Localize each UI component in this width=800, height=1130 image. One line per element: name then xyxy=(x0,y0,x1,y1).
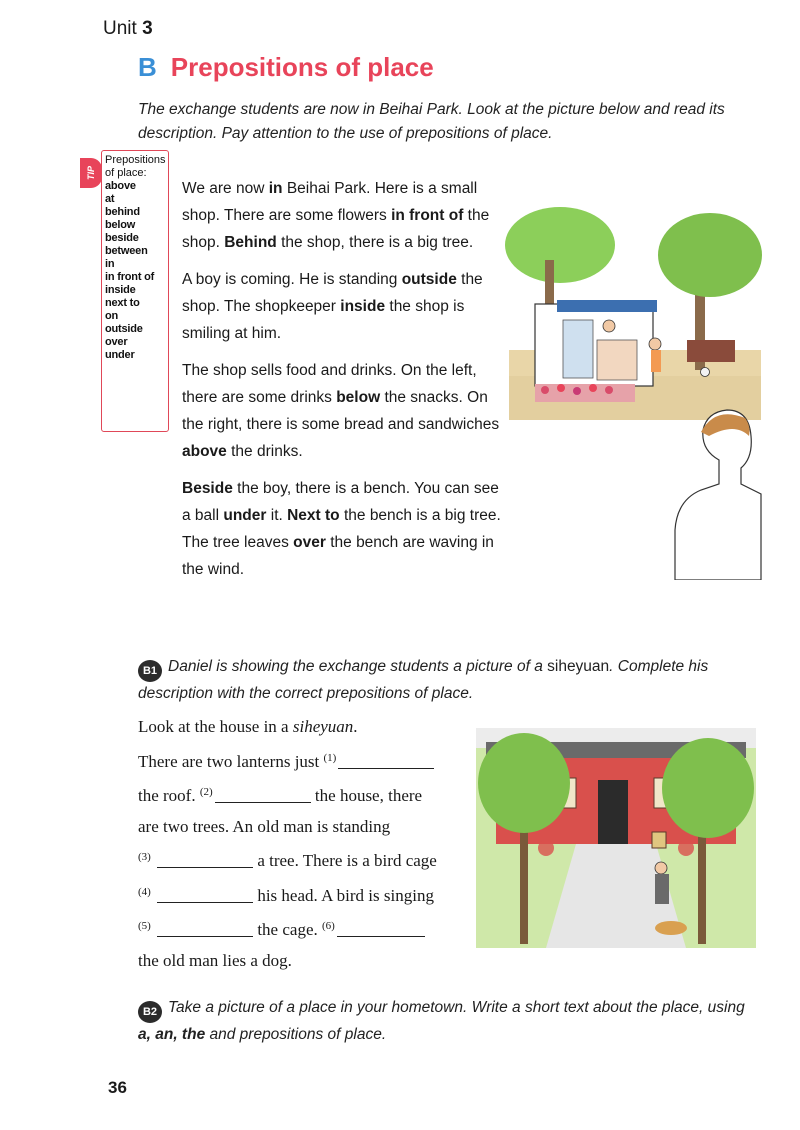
reading-text: The shop sells food and drinks. On the left, there are some drinks xyxy=(182,362,477,406)
line6-end: his head. A bird is singing xyxy=(253,885,434,905)
line2-text: There are two lanterns just xyxy=(138,751,324,771)
b1-instruction-word: siheyuan xyxy=(547,658,610,675)
blank-4[interactable] xyxy=(157,885,253,903)
unit-prefix: Unit xyxy=(103,18,137,39)
reading-paragraph-1 xyxy=(182,175,502,256)
preposition-highlight: under xyxy=(223,507,267,524)
reading-paragraph-4 xyxy=(182,475,502,583)
courtyard-tree-left xyxy=(478,733,570,833)
line1-text: Look at the house in a xyxy=(138,717,293,736)
shopkeeper xyxy=(603,320,615,332)
b2-instruction-part2: and prepositions of place. xyxy=(205,1026,387,1043)
preposition-highlight: over xyxy=(293,534,326,551)
line4-text: are two trees. An old man is standing xyxy=(138,816,391,836)
reading-text: the shop, there is a big tree. xyxy=(276,234,474,251)
tip-tab: TIP xyxy=(80,158,102,188)
blank-1[interactable] xyxy=(338,751,434,769)
courtyard-tree-right xyxy=(662,738,754,838)
tip-heading: Prepositions of place: xyxy=(105,154,166,179)
exercise-line-2 xyxy=(138,743,468,778)
boy-back-view xyxy=(675,410,761,580)
ball xyxy=(701,368,710,377)
blank-number-6: (6) xyxy=(321,920,335,932)
reading-text: A boy is coming. He is standing xyxy=(182,271,402,288)
unit-number: 3 xyxy=(142,18,153,39)
tip-word: below xyxy=(105,219,136,231)
b1-instruction-part2: . Complete his description with the correct prepositions of place. xyxy=(138,658,709,702)
preposition-highlight: Behind xyxy=(224,234,277,251)
blank-number-1: (1) xyxy=(323,751,337,764)
tip-word: in xyxy=(105,258,115,270)
section-intro: The exchange students are now in Beihai Park. Look at the picture below and read its description. Pay attention to the use of prepositions of place. xyxy=(138,101,725,142)
line8-text: the old man lies a dog. xyxy=(138,950,292,970)
reading-paragraph-3 xyxy=(182,357,502,465)
blank-number-2: (2) xyxy=(199,786,213,798)
flower-bed xyxy=(535,384,635,402)
exercise-line-1 xyxy=(138,712,468,743)
tip-word: on xyxy=(105,310,119,322)
reading-passage xyxy=(182,175,502,593)
b2-instruction-part1: Take a picture of a place in your hometown. Write a short text about the place, using xyxy=(168,999,745,1016)
blank-2[interactable] xyxy=(215,785,311,803)
b2-badge: B2 xyxy=(138,1001,162,1023)
blank-3[interactable] xyxy=(157,850,253,868)
line3-end: the house, there xyxy=(310,786,423,805)
blank-number-5: (5) xyxy=(138,920,151,932)
section-title-text: Prepositions of place xyxy=(170,52,434,82)
line1-word: siheyuan xyxy=(292,717,354,736)
section-title xyxy=(138,52,434,83)
tip-word: in front of xyxy=(105,271,155,283)
tip-word: between xyxy=(105,245,148,257)
blank-number-4: (4) xyxy=(138,885,151,898)
reading-text: Beihai Park. Here is a small shop. There are some flowers xyxy=(182,180,478,224)
section-letter: B xyxy=(138,52,157,82)
reading-text: it. xyxy=(266,507,288,524)
line1-end: . xyxy=(353,717,358,736)
preposition-highlight: in xyxy=(268,180,283,197)
reading-text: the drinks. xyxy=(226,443,303,460)
b1-exercise xyxy=(138,712,468,976)
old-man xyxy=(655,862,667,874)
preposition-highlight: below xyxy=(336,389,381,406)
bird-cage xyxy=(652,832,666,848)
reading-text: the shop is smiling at him. xyxy=(182,298,465,342)
blank-5[interactable] xyxy=(157,919,253,937)
preposition-highlight: inside xyxy=(340,298,386,315)
b1-badge: B1 xyxy=(138,660,162,682)
exercise-line-7 xyxy=(138,911,468,946)
tip-box xyxy=(101,150,169,432)
tip-word: above xyxy=(105,180,136,192)
b2-instruction xyxy=(138,996,758,1047)
tip-word: at xyxy=(105,193,115,205)
boy xyxy=(649,338,661,350)
reading-text: the snacks. On the right, there is some bread and sandwiches xyxy=(182,389,500,433)
tip-word: inside xyxy=(105,284,136,296)
blank-6[interactable] xyxy=(337,919,425,937)
b2-bold-words: a, an, the xyxy=(138,1026,206,1043)
tip-word: over xyxy=(105,336,128,348)
line7-mid: the cage. xyxy=(253,920,322,939)
exercise-line-8 xyxy=(138,946,468,977)
reading-text: the shop. The shopkeeper xyxy=(182,271,483,315)
exercise-line-6 xyxy=(138,877,468,912)
preposition-highlight: outside xyxy=(401,271,457,288)
b1-instruction-part1: Daniel is showing the exchange students a picture of a xyxy=(168,658,548,675)
tip-word: next to xyxy=(105,297,140,309)
tree-right xyxy=(658,213,762,297)
reading-text: the bench is a big tree. The tree leaves xyxy=(182,507,501,551)
reading-text: the boy, there is a bench. You can see a ball xyxy=(182,480,499,524)
tip-word-list xyxy=(105,180,165,362)
exercise-line-3 xyxy=(138,777,468,812)
line5-end: a tree. There is a bird cage xyxy=(253,851,437,870)
exercise-line-5 xyxy=(138,842,468,877)
blank-number-3: (3) xyxy=(138,851,151,863)
preposition-highlight: above xyxy=(182,443,227,460)
park-illustration xyxy=(505,200,765,580)
reading-text: We are now xyxy=(182,180,269,197)
tip-word: under xyxy=(105,349,135,361)
preposition-highlight: Next to xyxy=(287,507,340,524)
tip-word: beside xyxy=(105,232,139,244)
exercise-line-4 xyxy=(138,812,468,843)
shop-awning xyxy=(557,300,657,312)
reading-paragraph-2 xyxy=(182,266,502,347)
tree-left xyxy=(505,207,615,283)
siheyuan-illustration xyxy=(476,728,756,948)
line3-text: the roof. xyxy=(138,786,200,805)
tip-word: behind xyxy=(105,206,140,218)
unit-label xyxy=(103,18,153,40)
bench xyxy=(687,340,735,362)
house-door xyxy=(598,780,628,844)
page-number: 36 xyxy=(108,1078,127,1097)
reading-text: the shop. xyxy=(182,207,490,251)
reading-text: the bench are waving in the wind. xyxy=(182,534,494,578)
b1-instruction xyxy=(138,655,758,706)
preposition-highlight: in front of xyxy=(391,207,464,224)
preposition-highlight: Beside xyxy=(182,480,233,497)
tip-word: outside xyxy=(105,323,143,335)
dog xyxy=(655,921,687,935)
